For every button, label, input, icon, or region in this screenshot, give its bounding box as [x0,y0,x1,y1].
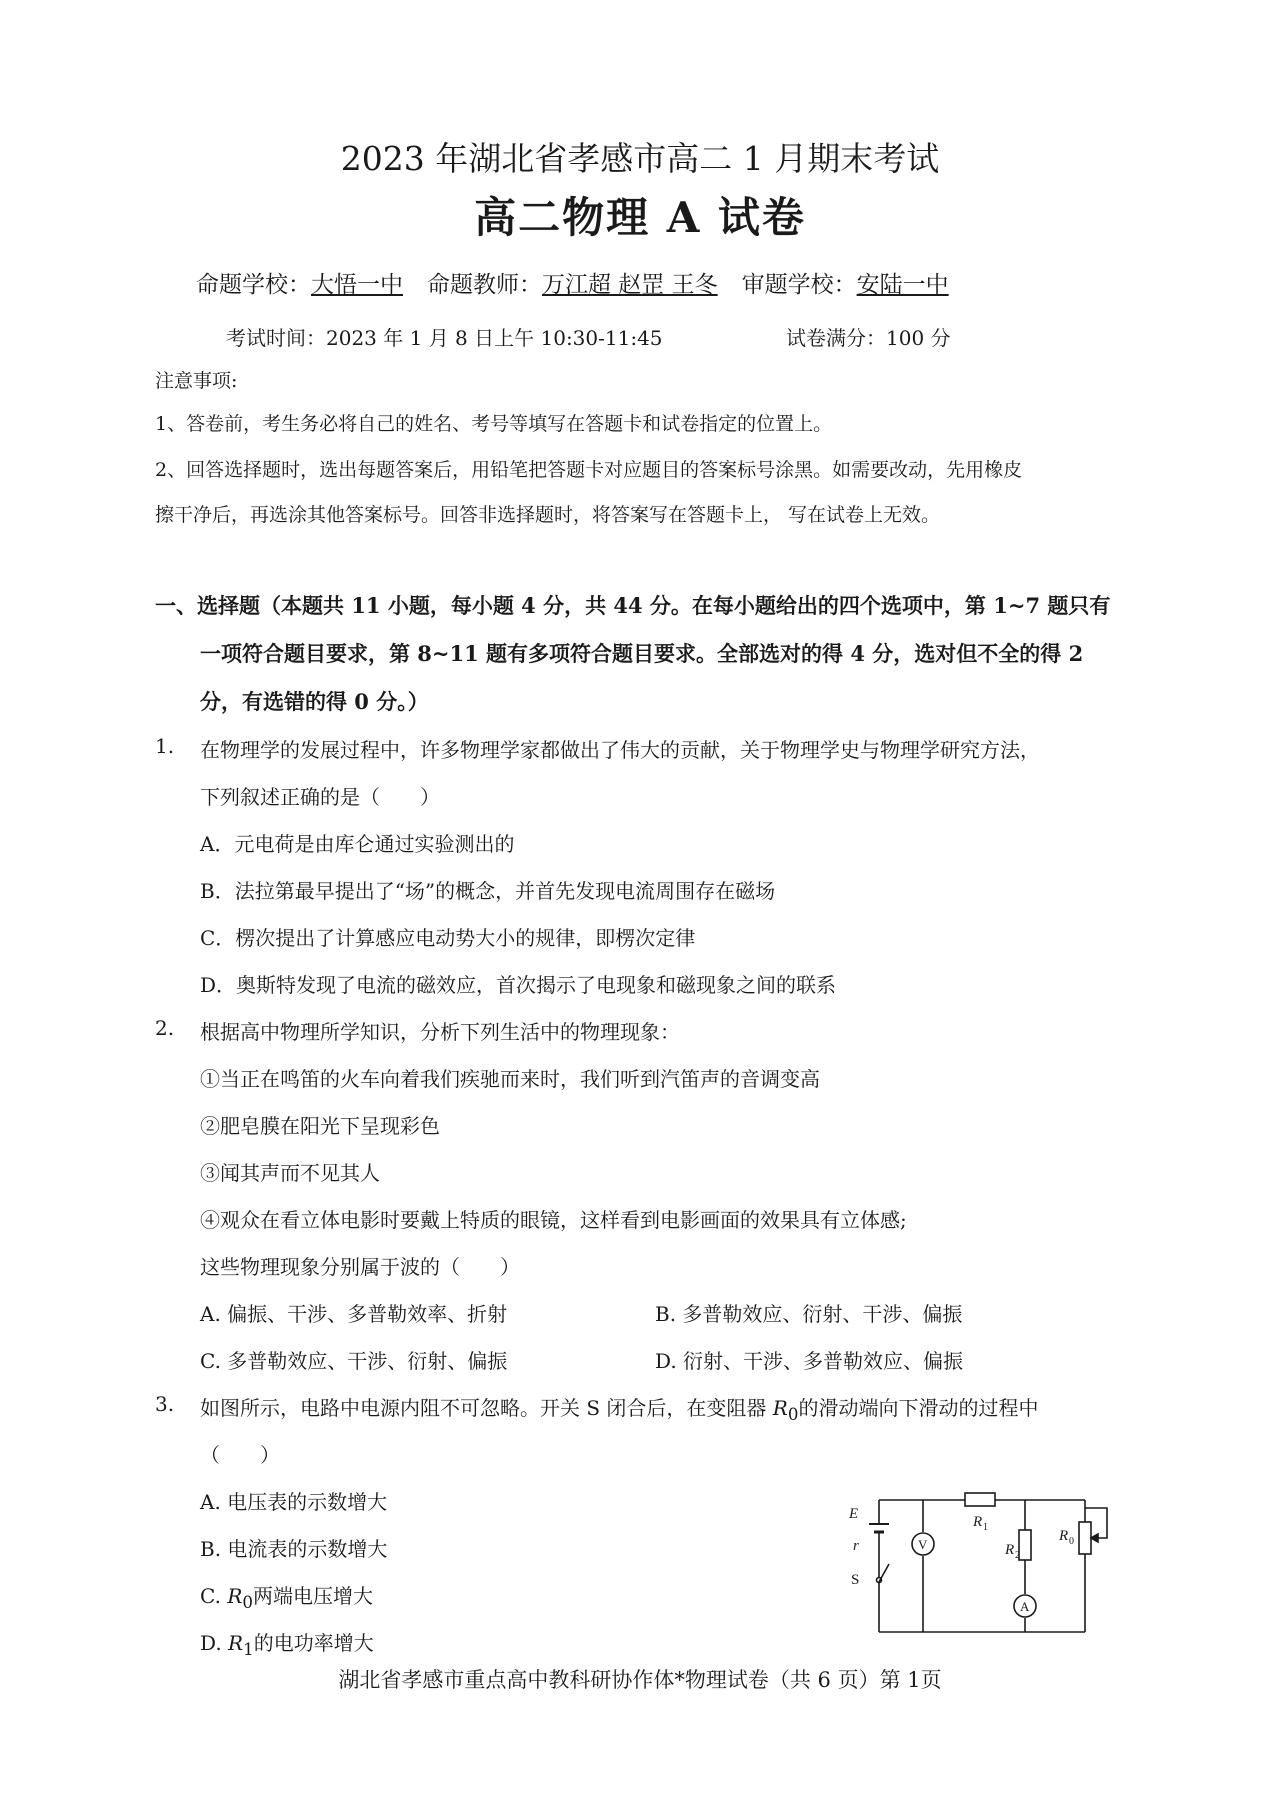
q2-option-c: C. 多普勒效应、干涉、衍射、偏振 [200,1349,508,1373]
resistor-r1 [965,1493,995,1506]
exam-time: 考试时间：2023 年 1 月 8 日上午 10:30-11:45 [226,326,663,350]
label-r1: R [973,1514,983,1530]
label-r2: R [1005,1542,1015,1558]
q2-ask: 这些物理现象分别属于波的（ ） [200,1255,520,1279]
q1-stem-line-2: 下列叙述正确的是（ ） [200,785,440,809]
label-a: A [1020,1599,1030,1614]
q1-option-a: A．元电荷是由库仑通过实验测出的 [200,832,515,856]
notes-item-2-line-1: 2、回答选择题时，选出每题答案后，用铅笔把答题卡对应题目的答案标号涂黑。如需要改动，先用橡皮 [155,459,1023,481]
question-number: 1. [155,734,175,758]
q3-option-b: B. 电流表的示数增大 [200,1537,388,1561]
paper-title: 高二物理 A 试卷 [474,193,806,242]
reviewer-school: 安陆一中 [856,272,949,298]
rheostat-slider-arrow [1091,1534,1098,1542]
teachers-label: 命题教师： [427,272,542,298]
q3-stem-sub: 0 [787,1405,799,1424]
q3-stem-var: R [772,1396,788,1420]
proposer-school: 大悟一中 [311,272,403,298]
question-number: 3. [155,1392,175,1416]
proposer-school-label: 命题学校： [196,272,311,298]
q3-option-d-var: R [228,1631,244,1655]
q1-option-b: B．法拉第最早提出了“场”的概念，并首先发现电流周围存在磁场 [200,879,776,903]
q3-option-d [200,1627,374,1659]
reviewer-school-label: 审题学校： [741,272,857,298]
q3-option-c-text: 两端电压增大 [252,1584,373,1608]
q1-stem-line-1: 在物理学的发展过程中，许多物理学家都做出了伟大的贡献，关于物理学史与物理学研究方法， [200,738,1040,762]
resistor-r2 [1019,1530,1031,1560]
label-s: S [851,1572,860,1588]
rheostat-r0 [1079,1522,1091,1554]
label-r0: R [1059,1528,1069,1544]
section-heading-line-3: 分，有选错的得 0 分。） [200,689,429,714]
q2-phenomenon-4: ④观众在看立体电影时要戴上特质的眼镜，这样看到电影画面的效果具有立体感; [200,1208,907,1232]
q3-circuit-diagram [845,1480,1135,1655]
paper-authors [196,266,949,299]
switch-blade [879,1564,889,1582]
label-v: V [918,1537,928,1552]
exam-title: 2023 年湖北省孝感市高二 1 月期末考试 [340,139,940,178]
notes-heading: 注意事项: [155,370,238,392]
page-footer: 湖北省孝感市重点高中教科研协作体*物理试卷（共 6 页）第 1页 [338,1668,942,1692]
q2-phenomenon-2: ②肥皂膜在阳光下呈现彩色 [200,1114,440,1138]
label-r2-sub: 2 [1015,1550,1020,1561]
label-e: E [849,1506,859,1522]
q2-phenomenon-1: ①当正在鸣笛的火车向着我们疾驰而来时，我们听到汽笛声的音调变高 [200,1067,820,1091]
label-r1-sub: 1 [983,1522,988,1533]
teachers: 万江超 赵罡 王冬 [542,272,718,298]
q3-option-c-sub: 0 [242,1593,253,1612]
q2-option-b: B. 多普勒效应、衍射、干涉、偏振 [655,1302,963,1326]
q3-option-c-prefix: C. [200,1584,228,1608]
label-r: r [853,1538,859,1554]
q3-stem [200,1392,1038,1424]
q2-option-a: A. 偏振、干涉、多普勒效率、折射 [200,1302,508,1326]
q3-stem-text: 如图所示，电路中电源内阻不可忽略。开关 S 闭合后，在变阻器 [200,1396,773,1420]
question-number: 2. [155,1016,175,1040]
q2-phenomenon-3: ③闻其声而不见其人 [200,1161,380,1185]
q2-stem: 根据高中物理所学知识，分析下列生活中的物理现象： [200,1020,680,1044]
exam-info [226,322,951,351]
q3-paren: （ ） [200,1443,280,1467]
notes-item-2-line-2: 擦干净后，再选涂其他答案标号。回答非选择题时，将答案写在答题卡上， 写在试卷上无效。 [155,504,941,526]
notes-item-1: 1、答卷前，考生务必将自己的姓名、考号等填写在答题卡和试卷指定的位置上。 [155,413,833,435]
q3-option-d-text: 的电功率增大 [253,1631,374,1655]
section-heading-line-2: 一项符合题目要求，第 8~11 题有多项符合题目要求。全部选对的得 4 分，选对但不全的得 2 [200,641,1084,666]
q3-option-d-sub: 1 [243,1640,254,1659]
label-r0-sub: 0 [1069,1536,1074,1547]
q2-option-d: D. 衍射、干涉、多普勒效应、偏振 [655,1349,964,1373]
full-score: 试卷满分：100 分 [786,326,951,350]
q3-option-c [200,1580,373,1612]
section-heading-line-1: 一、选择题（本题共 11 小题，每小题 4 分，共 44 分。在每小题给出的四个选项中，第 1~7 题只有 [155,593,1111,618]
q3-option-c-var: R [227,1584,243,1608]
q3-stem-text-end: 的滑动端向下滑动的过程中 [798,1396,1039,1420]
q1-option-c: C．楞次提出了计算感应电动势大小的规律，即楞次定律 [200,926,696,950]
q3-option-d-prefix: D. [200,1631,229,1655]
q1-option-d: D．奥斯特发现了电流的磁效应，首次揭示了电现象和磁现象之间的联系 [200,973,837,997]
q3-option-a: A. 电压表的示数增大 [200,1490,388,1514]
